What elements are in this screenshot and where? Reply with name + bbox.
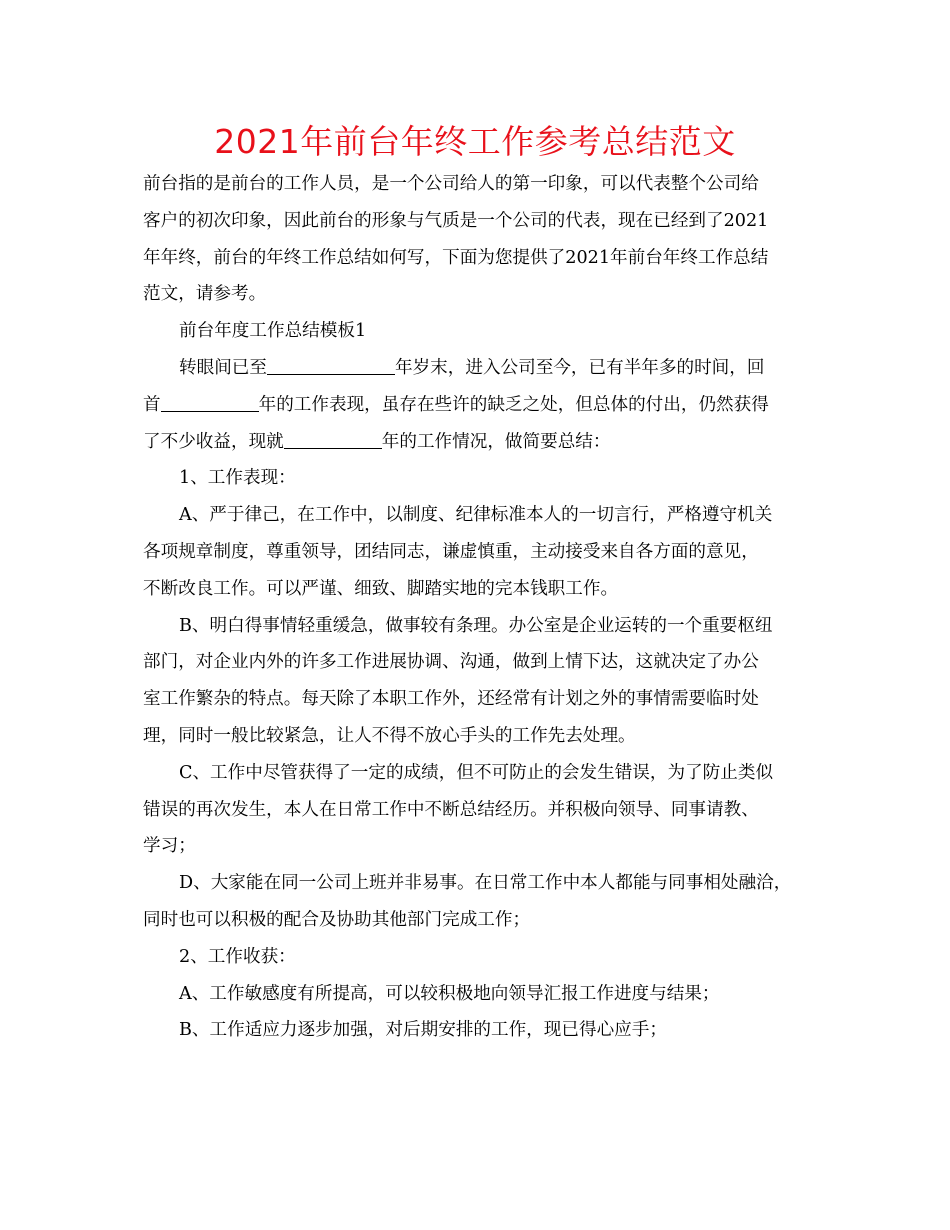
intro-line: 范文，请参考。 xyxy=(143,284,267,305)
paragraph-b-line: B、明白得事情轻重缓急，做事较有条理。办公室是企业运转的一个重要枢纽 xyxy=(179,615,773,636)
section-heading-gains: 2、工作收获： xyxy=(179,946,296,967)
paragraph-a-line: 不断改良工作。可以严谨、细致、脚踏实地的完本钱职工作。 xyxy=(143,578,619,599)
template-heading: 前台年度工作总结模板1 xyxy=(179,321,367,342)
paragraph-b-line: 部门，对企业内外的许多工作进展协调、沟通，做到上情下达，这就决定了办公 xyxy=(143,652,759,673)
intro-line: 前台指的是前台的工作人员，是一个公司给人的第一印象，可以代表整个公司给 xyxy=(143,174,759,194)
gain-a-line: A、工作敏感度有所提高，可以较积极地向领导汇报工作进度与结果； xyxy=(179,983,720,1004)
document-title: 2021年前台年终工作参考总结范文 xyxy=(214,122,736,161)
intro-line: 年年终，前台的年终工作总结如何写，下面为您提供了2021年前台年终工作总结 xyxy=(143,247,769,268)
opening-line-2 xyxy=(143,387,823,424)
opening-text: 了不少收益，现就 xyxy=(143,431,284,452)
paragraph-a-line: A、严于律己，在工作中，以制度、纪律标准本人的一切言行，严格遵守机关 xyxy=(179,505,773,526)
paragraph-b-line: 室工作繁杂的特点。每天除了本职工作外，还经常有计划之外的事情需要临时处 xyxy=(143,689,759,710)
fill-in-blank xyxy=(284,430,382,449)
paragraph-b-line: 理，同时一般比较紧急，让人不得不放心手头的工作先去处理。 xyxy=(143,725,636,746)
paragraph-a-line: 各项规章制度，尊重领导，团结同志，谦虚慎重，主动接受来自各方面的意见， xyxy=(143,541,759,562)
opening-line-1 xyxy=(143,350,823,387)
paragraph-d-line: 同时也可以积极的配合及协助其他部门完成工作； xyxy=(143,909,531,930)
paragraph-c-line: C、工作中尽管获得了一定的成绩，但不可防止的会发生错误，为了防止类似 xyxy=(179,762,774,783)
opening-text: 年的工作表现，虽存在些许的缺乏之处，但总体的付出，仍然获得 xyxy=(258,394,769,415)
paragraph-d-line: D、大家能在同一公司上班并非易事。在日常工作中本人都能与同事相处融洽， xyxy=(179,873,792,894)
opening-text: 转眼间已至 xyxy=(179,357,267,378)
intro-line: 客户的初次印象，因此前台的形象与气质是一个公司的代表，现在已经到了2021 xyxy=(143,210,769,231)
fill-in-blank xyxy=(267,356,395,375)
opening-line-3 xyxy=(143,424,823,461)
document-body xyxy=(143,166,823,1049)
paragraph-c-line: 错误的再次发生，本人在日常工作中不断总结经历。并积极向领导、同事请教、 xyxy=(143,799,759,820)
paragraph-c-line: 学习； xyxy=(143,836,196,857)
opening-text: 首 xyxy=(143,394,161,415)
opening-text: 年岁末，进入公司至今，已有半年多的时间，回 xyxy=(394,357,765,378)
opening-text: 年的工作情况，做简要总结： xyxy=(381,431,611,452)
section-heading-performance: 1、工作表现： xyxy=(179,468,296,489)
fill-in-blank xyxy=(161,393,259,412)
gain-b-line: B、工作适应力逐步加强，对后期安排的工作，现已得心应手； xyxy=(179,1020,667,1041)
